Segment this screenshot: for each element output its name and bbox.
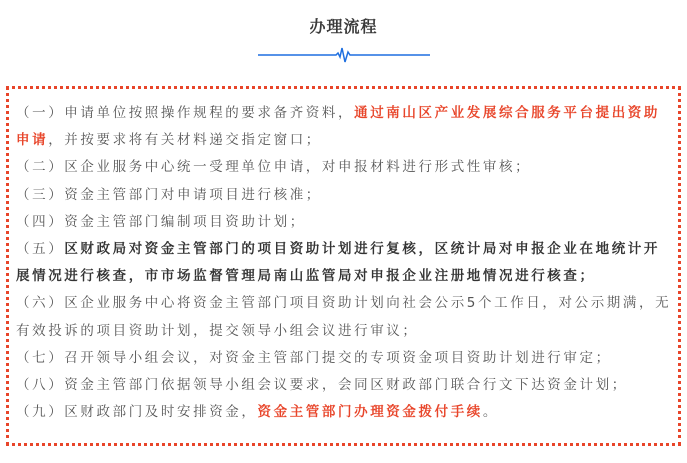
step-text: （七）召开领导小组会议，对资金主管部门提交的专项资金项目资助计划进行审定； (16, 349, 612, 366)
step-3 (16, 182, 676, 209)
step-text: （五） (16, 241, 65, 258)
step-4 (16, 209, 676, 236)
step-2 (16, 154, 676, 181)
step-text: （六）区企业服务中心将资金主管部门项目资助计划向社会公示5个工作日，对公示期满，无有效投诉的项目资助计划，提交领导小组会议进行审议； (16, 295, 672, 339)
step-1 (16, 100, 676, 154)
step-text: （一）申请单位按照操作规程的要求备齐资料， (16, 105, 355, 121)
process-steps (16, 100, 676, 426)
step-text: （四）资金主管部门编制项目资助计划； (16, 213, 306, 230)
step-text: ，并按要求将有关材料递交指定窗口； (48, 132, 322, 149)
page-title: 办理流程 (309, 17, 378, 36)
step-text: （八）资金主管部门依据领导小组会议要求，会同区财政部门联合行文下达资金计划； (16, 377, 628, 394)
step-emphasis: 区财政局对资金主管部门的项目资助计划进行复核，区统计局对申报企业在地统计开展情况进行核查，市市场监督管理局南山监管局对申报企业注册地情况进行核查； (16, 241, 661, 285)
step-5 (16, 236, 676, 290)
step-highlight: 资金主管部门办理资金拨付手续 (257, 404, 483, 421)
step-8 (16, 372, 676, 399)
step-text: 。 (482, 404, 500, 421)
step-text: （九）区财政部门及时安排资金， (16, 404, 258, 421)
step-text: （二）区企业服务中心统一受理单位申请，对申报材料进行形式性审核； (16, 159, 532, 176)
step-highlight: 通过南山区产业发展综合服务平台提出资助申请 (16, 105, 661, 149)
step-6 (16, 290, 676, 344)
step-text: （三）资金主管部门对申请项目进行核准； (16, 186, 322, 203)
step-9 (16, 399, 676, 426)
section-header (0, 0, 687, 80)
heartbeat-line-icon (258, 45, 430, 67)
step-7 (16, 345, 676, 372)
